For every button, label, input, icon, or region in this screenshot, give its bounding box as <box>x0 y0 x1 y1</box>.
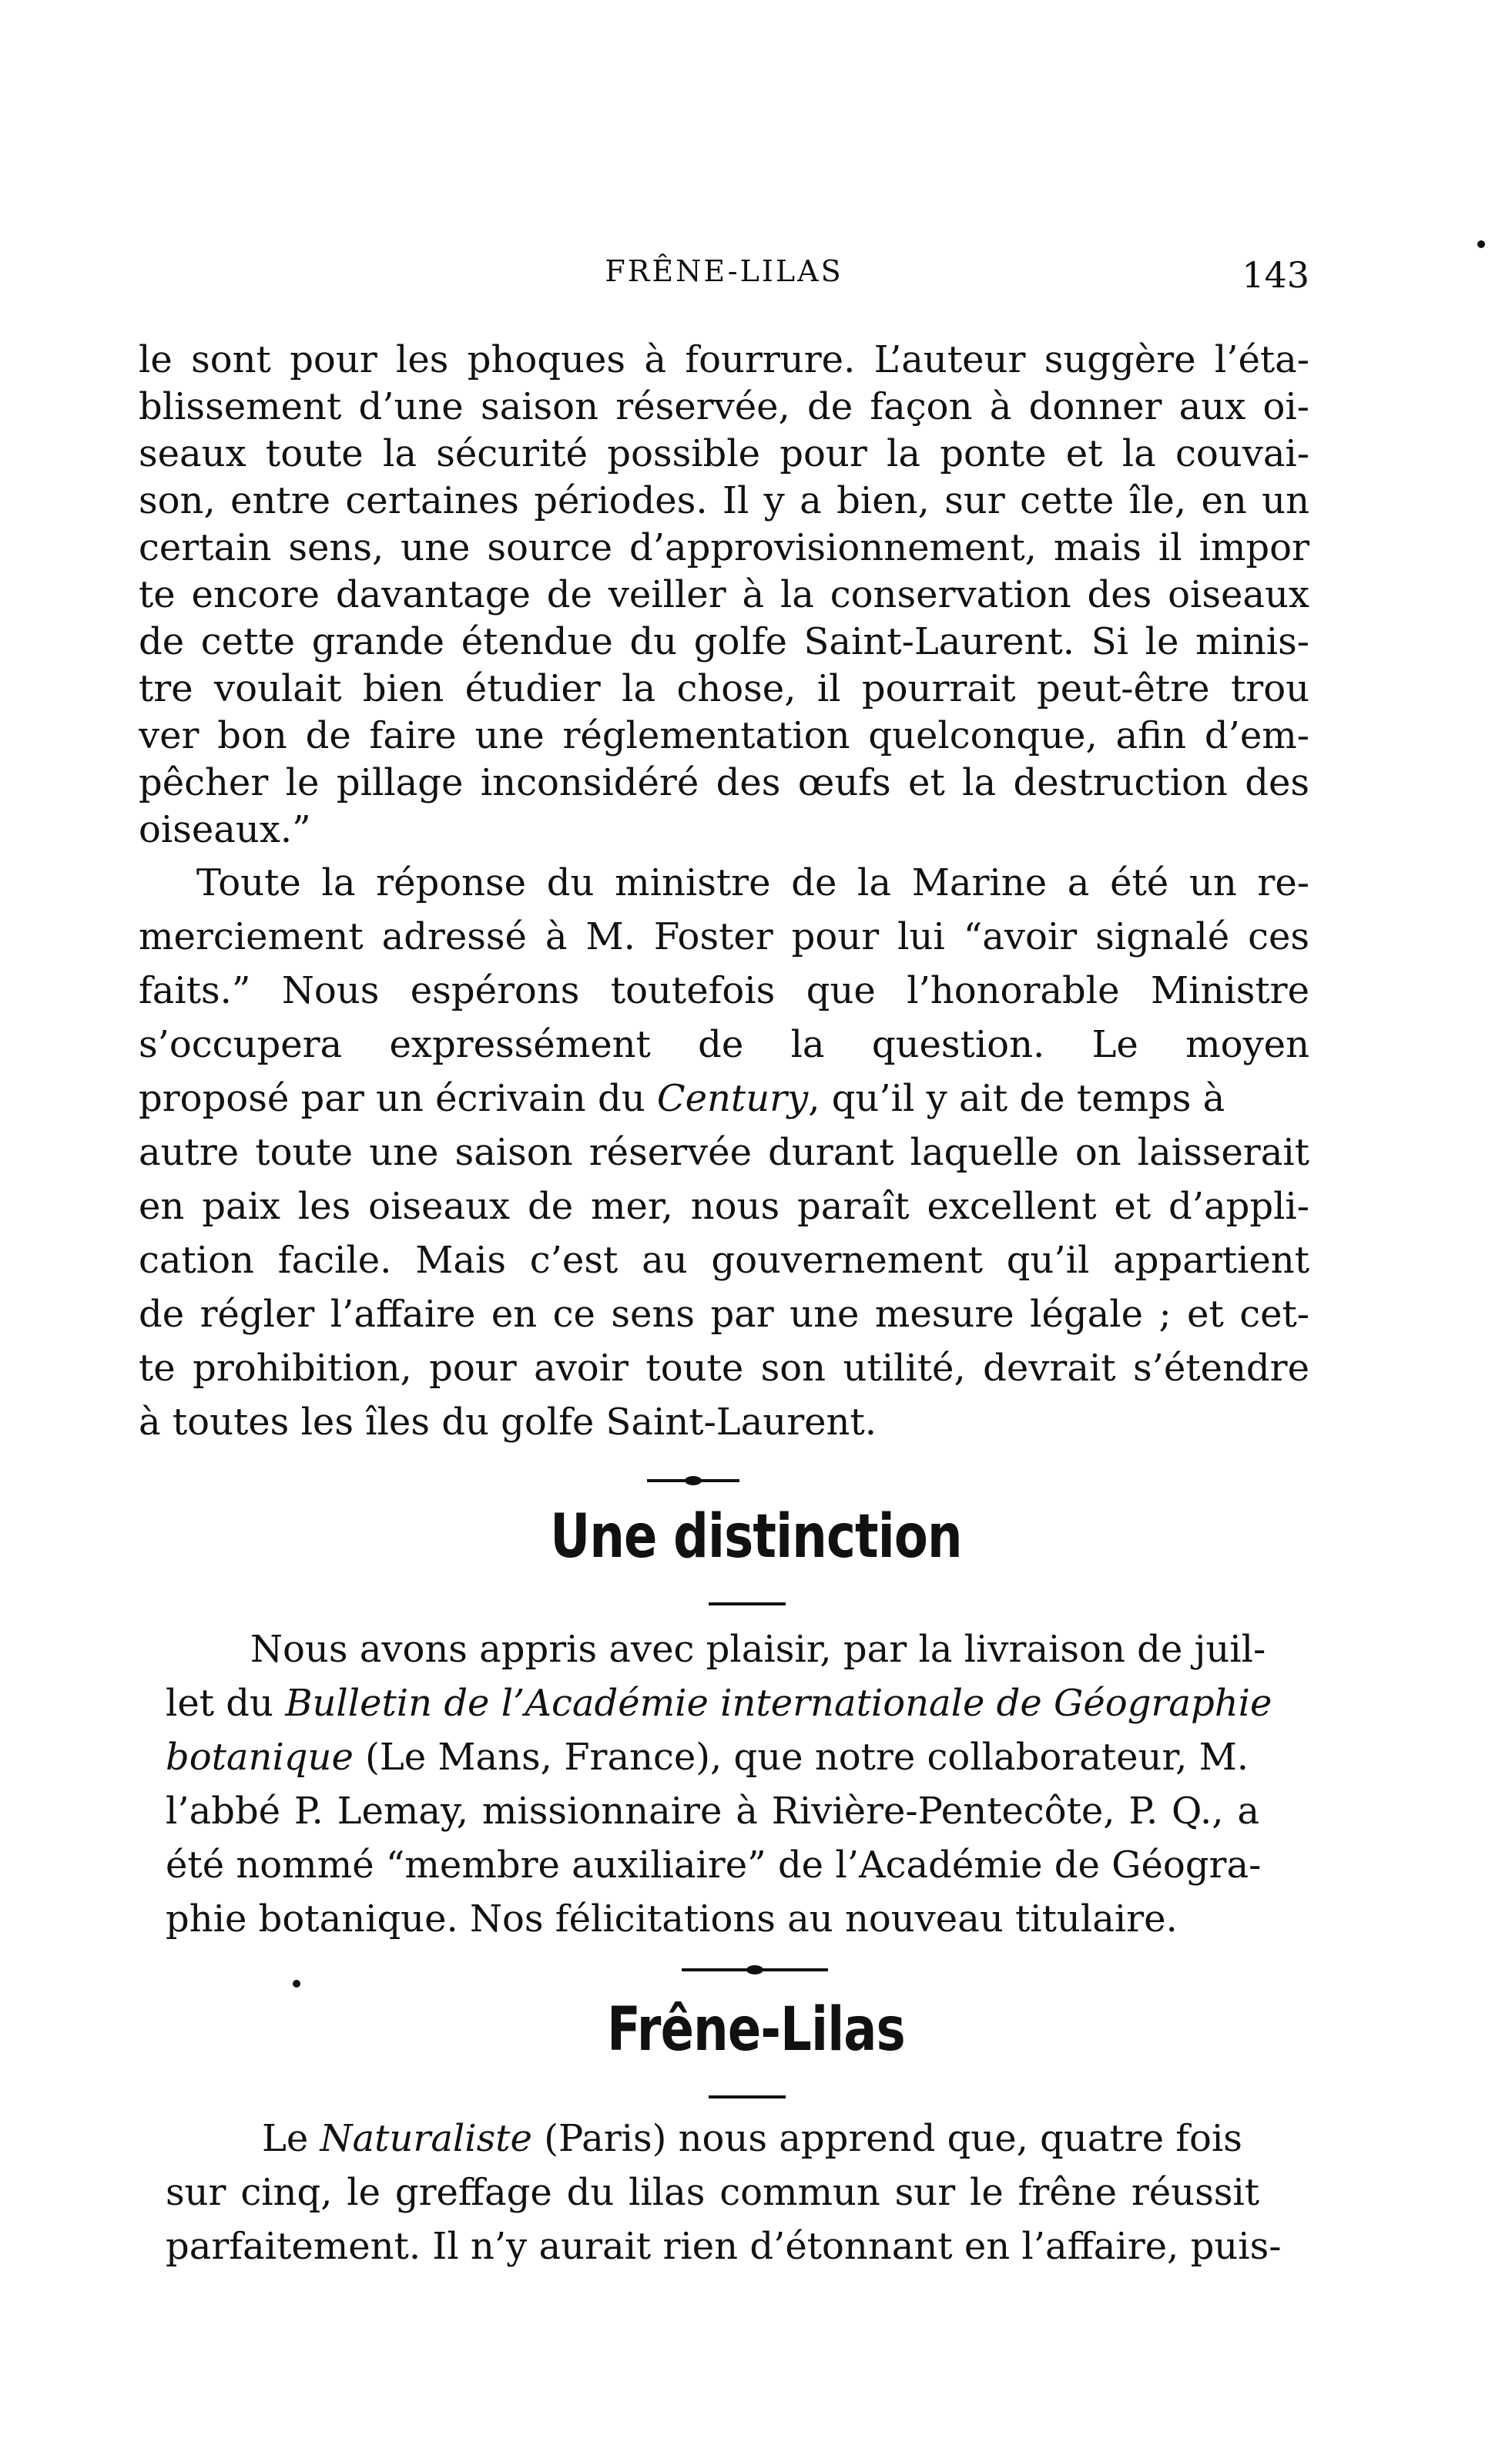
ink-speck <box>293 1980 300 1988</box>
periodical-title: Century <box>656 1077 809 1120</box>
ink-speck <box>1477 240 1485 248</box>
publication-title-cont: botanique <box>166 1736 354 1779</box>
text-line: de régler l’affaire en ce sens par une mesure légale ; et cet- <box>139 1293 1309 1336</box>
text-line-mixed <box>166 1733 1259 1781</box>
text-line: seaux toute la sécurité possible pour la ponte et la couvai- <box>139 432 1309 475</box>
text-span: let du <box>166 1682 286 1725</box>
text-line-mixed <box>139 1075 1309 1122</box>
text-span: proposé par un écrivain du <box>139 1077 657 1120</box>
text-span: (Le Mans, France), que notre collaborateur, M. <box>353 1736 1249 1779</box>
text-line: autre toute une saison réservée durant laquelle on laisserait <box>139 1131 1309 1174</box>
text-span: , qu’il y ait de temps à <box>808 1077 1225 1120</box>
text-line: tre voulait bien étudier la chose, il pourrait peut-être trou <box>139 667 1309 710</box>
text-line: ver bon de faire une réglementation quelconque, afin d’em- <box>139 714 1309 757</box>
ornament-rule <box>647 1479 739 1482</box>
text-line: Toute la réponse du ministre de la Marine a été un re- <box>196 861 1309 904</box>
text-line: parfaitement. Il n’y aurait rien d’étonnant en l’affaire, puis- <box>166 2225 1282 2268</box>
text-line: s’occupera expressément de la question. Le moyen <box>139 1023 1309 1066</box>
page-header <box>139 254 1309 300</box>
text-line: été nommé “membre auxiliaire” de l’Académie de Géogra- <box>166 1844 1262 1887</box>
text-line: le sont pour les phoques à fourrure. L’auteur suggère l’éta- <box>139 338 1309 381</box>
title-rule <box>709 2095 786 2098</box>
text-line-mixed <box>166 2115 1356 2162</box>
text-line: Nous avons appris avec plaisir, par la livraison de juil- <box>250 1628 1266 1671</box>
text-span: Le <box>262 2117 320 2160</box>
running-title: FRÊNE-LILAS <box>605 254 843 288</box>
text-line: faits.” Nous espérons toutefois que l’honorable Ministre <box>139 969 1309 1012</box>
text-line: merciement adressé à M. Foster pour lui “avoir signalé ces <box>139 915 1309 958</box>
text-line: oiseaux.” <box>139 808 311 851</box>
section-title-distinction: Une distinction <box>550 1502 962 1572</box>
text-line-mixed <box>166 1679 1272 1727</box>
title-rule <box>709 1602 786 1605</box>
ornament-dot <box>746 1965 763 1974</box>
text-line: son, entre certaines périodes. Il y a bien, sur cette île, en un <box>139 479 1309 522</box>
text-line: te prohibition, pour avoir toute son utilité, devrait s’étendre <box>139 1347 1309 1390</box>
ornament-dot <box>685 1476 702 1485</box>
text-line: en paix les oiseaux de mer, nous paraît excellent et d’appli- <box>139 1185 1309 1228</box>
page-number: 143 <box>1242 254 1309 296</box>
text-line: à toutes les îles du golfe Saint-Laurent. <box>139 1401 877 1444</box>
text-span: (Paris) nous apprend que, quatre fois <box>531 2117 1242 2160</box>
section-title-frene-lilas: Frêne-Lilas <box>607 1995 905 2065</box>
text-line: pêcher le pillage inconsidéré des œufs et la destruction des <box>139 761 1309 804</box>
text-line: de cette grande étendue du golfe Saint-Laurent. Si le minis- <box>139 620 1309 663</box>
text-line: cation facile. Mais c’est au gouvernement qu’il appartient <box>139 1239 1309 1282</box>
ornament-rule <box>682 1968 828 1971</box>
text-line: sur cinq, le greffage du lilas commun sur le frêne réussit <box>166 2171 1259 2214</box>
periodical-title: Naturaliste <box>320 2117 532 2160</box>
text-line: te encore davantage de veiller à la conservation des oiseaux <box>139 573 1309 616</box>
text-line: certain sens, une source d’approvisionnement, mais il impor <box>139 526 1309 569</box>
publication-title: Bulletin de l’Académie internationale de Géographie <box>285 1682 1272 1725</box>
text-line: l’abbé P. Lemay, missionnaire à Rivière-Pentecôte, P. Q., a <box>166 1790 1259 1833</box>
text-line: blissement d’une saison réservée, de façon à donner aux oi- <box>139 385 1309 428</box>
text-line: phie botanique. Nos félicitations au nouveau titulaire. <box>166 1897 1178 1941</box>
